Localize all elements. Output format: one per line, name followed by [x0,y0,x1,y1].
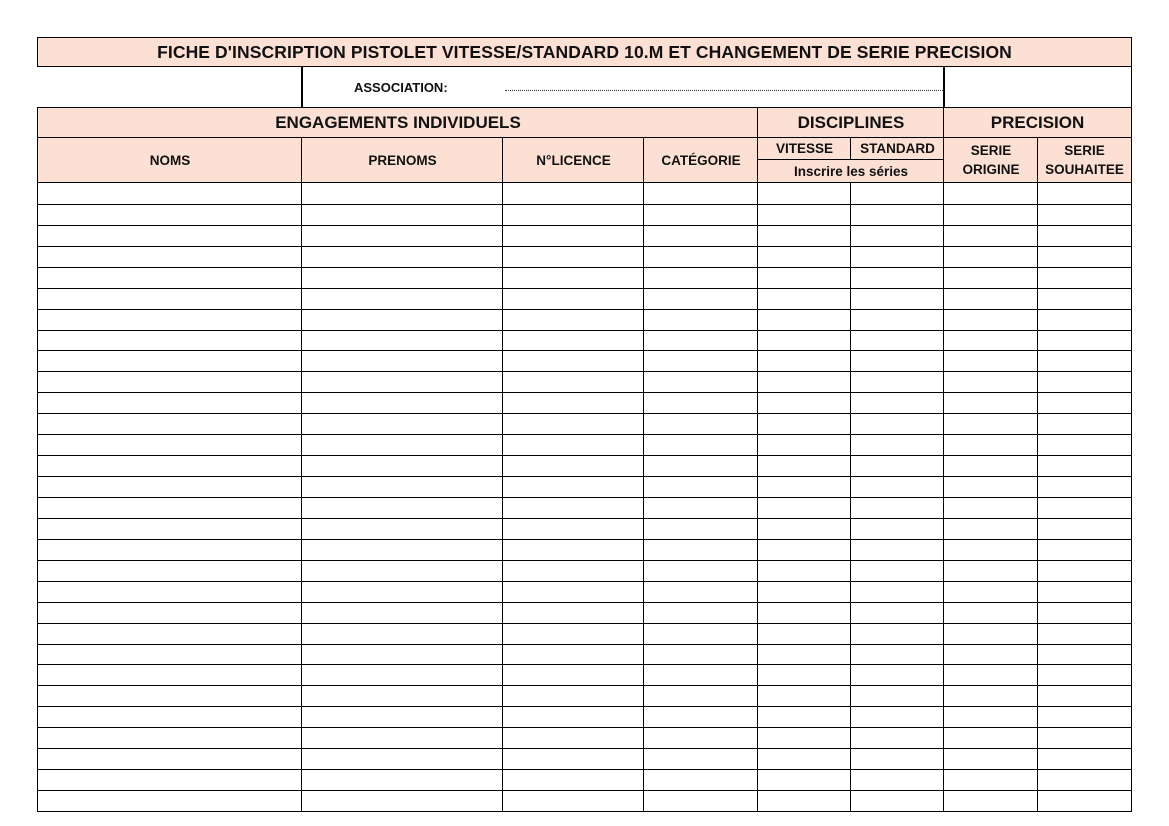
cell-serie-souhaitee[interactable] [1037,685,1132,707]
cell-serie-origine[interactable] [943,497,1038,519]
cell-serie-origine[interactable] [943,267,1038,289]
cell-prenom[interactable] [301,392,503,414]
cell-prenom[interactable] [301,330,503,352]
association-label: ASSOCIATION: [354,79,448,95]
cell-prenom[interactable] [301,539,503,561]
col-inscrire-series: Inscrire les séries [757,159,944,183]
col-serie-origine-line2: ORIGINE [962,162,1020,177]
cell-nom[interactable] [37,497,302,519]
cell-serie-souhaitee[interactable] [1037,183,1132,205]
cell-vitesse[interactable] [757,581,851,603]
cell-serie-souhaitee[interactable] [1037,434,1132,456]
cell-serie-origine[interactable] [943,371,1038,393]
cell-categorie[interactable] [643,392,758,414]
cell-vitesse[interactable] [757,664,851,686]
col-vitesse: VITESSE [757,137,851,160]
cell-vitesse[interactable] [757,455,851,477]
cell-serie-souhaitee[interactable] [1037,602,1132,624]
cell-prenom[interactable] [301,350,503,372]
cell-vitesse[interactable] [757,392,851,414]
cell-serie-souhaitee[interactable] [1037,748,1132,770]
cell-serie-origine[interactable] [943,539,1038,561]
cell-categorie[interactable] [643,183,758,205]
cell-nom[interactable] [37,560,302,582]
cell-vitesse[interactable] [757,183,851,205]
cell-serie-origine[interactable] [943,664,1038,686]
cell-vitesse[interactable] [757,644,851,666]
col-standard: STANDARD [850,137,944,160]
cell-licence[interactable] [502,183,644,205]
cell-vitesse[interactable] [757,623,851,645]
cell-prenom[interactable] [301,225,503,247]
cell-licence[interactable] [502,225,644,247]
cell-prenom[interactable] [301,455,503,477]
cell-licence[interactable] [502,685,644,707]
cell-licence[interactable] [502,288,644,310]
cell-prenom[interactable] [301,748,503,770]
cell-serie-souhaitee[interactable] [1037,539,1132,561]
cell-nom[interactable] [37,644,302,666]
cell-standard[interactable] [850,434,944,456]
cell-vitesse[interactable] [757,476,851,498]
cell-standard[interactable] [850,518,944,540]
cell-nom[interactable] [37,267,302,289]
cell-prenom[interactable] [301,246,503,268]
cell-prenom[interactable] [301,204,503,226]
cell-standard[interactable] [850,727,944,749]
cell-nom[interactable] [37,455,302,477]
cell-prenom[interactable] [301,267,503,289]
cell-standard[interactable] [850,706,944,728]
cell-categorie[interactable] [643,246,758,268]
cell-serie-origine[interactable] [943,706,1038,728]
cell-serie-origine[interactable] [943,560,1038,582]
cell-licence[interactable] [502,330,644,352]
col-serie-souhaitee-line2: SOUHAITEE [1045,162,1124,177]
cell-vitesse[interactable] [757,769,851,791]
cell-licence[interactable] [502,455,644,477]
cell-vitesse[interactable] [757,413,851,435]
cell-categorie[interactable] [643,434,758,456]
cell-serie-souhaitee[interactable] [1037,330,1132,352]
cell-licence[interactable] [502,539,644,561]
cell-serie-origine[interactable] [943,246,1038,268]
cell-nom[interactable] [37,371,302,393]
cell-vitesse[interactable] [757,309,851,331]
col-noms: NOMS [37,137,302,183]
cell-vitesse[interactable] [757,497,851,519]
cell-licence[interactable] [502,434,644,456]
cell-vitesse[interactable] [757,685,851,707]
cell-categorie[interactable] [643,644,758,666]
cell-prenom[interactable] [301,706,503,728]
cell-vitesse[interactable] [757,727,851,749]
cell-licence[interactable] [502,350,644,372]
engagements-header: ENGAGEMENTS INDIVIDUELS [37,107,758,138]
cell-standard[interactable] [850,476,944,498]
cell-nom[interactable] [37,664,302,686]
col-licence: N°LICENCE [502,137,644,183]
cell-serie-origine[interactable] [943,392,1038,414]
cell-licence[interactable] [502,497,644,519]
cell-nom[interactable] [37,727,302,749]
cell-categorie[interactable] [643,267,758,289]
cell-vitesse[interactable] [757,790,851,812]
cell-standard[interactable] [850,246,944,268]
cell-serie-souhaitee[interactable] [1037,309,1132,331]
cell-categorie[interactable] [643,790,758,812]
precision-header: PRECISION [943,107,1132,138]
cell-vitesse[interactable] [757,434,851,456]
cell-licence[interactable] [502,246,644,268]
cell-vitesse[interactable] [757,518,851,540]
cell-vitesse[interactable] [757,602,851,624]
cell-licence[interactable] [502,518,644,540]
cell-licence[interactable] [502,706,644,728]
cell-categorie[interactable] [643,330,758,352]
cell-prenom[interactable] [301,288,503,310]
cell-serie-souhaitee[interactable] [1037,727,1132,749]
cell-standard[interactable] [850,309,944,331]
cell-serie-souhaitee[interactable] [1037,225,1132,247]
cell-prenom[interactable] [301,685,503,707]
cell-prenom[interactable] [301,497,503,519]
cell-vitesse[interactable] [757,288,851,310]
cell-licence[interactable] [502,309,644,331]
cell-prenom[interactable] [301,476,503,498]
cell-licence[interactable] [502,748,644,770]
cell-categorie[interactable] [643,685,758,707]
cell-nom[interactable] [37,581,302,603]
cell-serie-souhaitee[interactable] [1037,371,1132,393]
cell-prenom[interactable] [301,371,503,393]
cell-prenom[interactable] [301,518,503,540]
form-title: FICHE D'INSCRIPTION PISTOLET VITESSE/STANDARD 10.M ET CHANGEMENT DE SERIE PRECISION [37,37,1132,67]
cell-licence[interactable] [502,267,644,289]
col-serie-origine-line1: SERIE [970,143,1012,158]
col-serie-souhaitee-line1: SERIE [1064,143,1105,158]
cell-categorie[interactable] [643,769,758,791]
cell-nom[interactable] [37,225,302,247]
cell-categorie[interactable] [643,288,758,310]
cell-prenom[interactable] [301,602,503,624]
cell-categorie[interactable] [643,539,758,561]
cell-licence[interactable] [502,560,644,582]
cell-serie-origine[interactable] [943,413,1038,435]
cell-serie-origine[interactable] [943,602,1038,624]
cell-standard[interactable] [850,204,944,226]
cell-categorie[interactable] [643,476,758,498]
cell-nom[interactable] [37,434,302,456]
cell-serie-souhaitee[interactable] [1037,581,1132,603]
cell-licence[interactable] [502,476,644,498]
cell-nom[interactable] [37,309,302,331]
cell-categorie[interactable] [643,706,758,728]
cell-categorie[interactable] [643,748,758,770]
cell-prenom[interactable] [301,413,503,435]
col-prenoms: PRENOMS [301,137,503,183]
cell-prenom[interactable] [301,560,503,582]
cell-serie-souhaitee[interactable] [1037,476,1132,498]
cell-nom[interactable] [37,288,302,310]
cell-standard[interactable] [850,392,944,414]
cell-standard[interactable] [850,371,944,393]
cell-serie-origine[interactable] [943,350,1038,372]
cell-standard[interactable] [850,330,944,352]
cell-nom[interactable] [37,330,302,352]
cell-vitesse[interactable] [757,204,851,226]
cell-vitesse[interactable] [757,350,851,372]
cell-standard[interactable] [850,623,944,645]
cell-categorie[interactable] [643,518,758,540]
cell-licence[interactable] [502,371,644,393]
cell-serie-origine[interactable] [943,455,1038,477]
cell-serie-souhaitee[interactable] [1037,350,1132,372]
cell-prenom[interactable] [301,623,503,645]
cell-categorie[interactable] [643,664,758,686]
cell-vitesse[interactable] [757,748,851,770]
cell-licence[interactable] [502,727,644,749]
cell-vitesse[interactable] [757,225,851,247]
cell-categorie[interactable] [643,204,758,226]
cell-serie-souhaitee[interactable] [1037,204,1132,226]
cell-standard[interactable] [850,664,944,686]
cell-categorie[interactable] [643,602,758,624]
disciplines-header: DISCIPLINES [757,107,944,138]
cell-serie-origine[interactable] [943,204,1038,226]
cell-nom[interactable] [37,413,302,435]
cell-standard[interactable] [850,560,944,582]
cell-serie-origine[interactable] [943,288,1038,310]
cell-licence[interactable] [502,392,644,414]
cell-nom[interactable] [37,518,302,540]
cell-serie-souhaitee[interactable] [1037,246,1132,268]
cell-standard[interactable] [850,748,944,770]
cell-serie-souhaitee[interactable] [1037,413,1132,435]
cell-prenom[interactable] [301,790,503,812]
cell-licence[interactable] [502,644,644,666]
cell-standard[interactable] [850,288,944,310]
cell-vitesse[interactable] [757,539,851,561]
cell-categorie[interactable] [643,623,758,645]
cell-vitesse[interactable] [757,246,851,268]
cell-serie-origine[interactable] [943,769,1038,791]
cell-nom[interactable] [37,539,302,561]
cell-standard[interactable] [850,602,944,624]
cell-standard[interactable] [850,539,944,561]
cell-standard[interactable] [850,497,944,519]
cell-categorie[interactable] [643,309,758,331]
cell-nom[interactable] [37,769,302,791]
cell-serie-origine[interactable] [943,685,1038,707]
cell-vitesse[interactable] [757,371,851,393]
cell-nom[interactable] [37,623,302,645]
cell-licence[interactable] [502,413,644,435]
cell-serie-souhaitee[interactable] [1037,769,1132,791]
cell-prenom[interactable] [301,183,503,205]
cell-categorie[interactable] [643,560,758,582]
cell-licence[interactable] [502,581,644,603]
cell-prenom[interactable] [301,644,503,666]
col-categorie: CATÉGORIE [643,137,758,183]
cell-serie-souhaitee[interactable] [1037,644,1132,666]
cell-serie-origine[interactable] [943,434,1038,456]
cell-licence[interactable] [502,769,644,791]
cell-serie-souhaitee[interactable] [1037,267,1132,289]
cell-categorie[interactable] [643,350,758,372]
cell-nom[interactable] [37,685,302,707]
cell-standard[interactable] [850,769,944,791]
cell-standard[interactable] [850,455,944,477]
cell-standard[interactable] [850,413,944,435]
cell-serie-origine[interactable] [943,183,1038,205]
cell-serie-origine[interactable] [943,623,1038,645]
cell-serie-souhaitee[interactable] [1037,455,1132,477]
cell-categorie[interactable] [643,413,758,435]
cell-serie-origine[interactable] [943,581,1038,603]
cell-nom[interactable] [37,246,302,268]
cell-serie-origine[interactable] [943,748,1038,770]
cell-serie-souhaitee[interactable] [1037,623,1132,645]
cell-serie-souhaitee[interactable] [1037,706,1132,728]
cell-categorie[interactable] [643,455,758,477]
cell-nom[interactable] [37,476,302,498]
cell-vitesse[interactable] [757,330,851,352]
cell-serie-souhaitee[interactable] [1037,664,1132,686]
cell-serie-origine[interactable] [943,309,1038,331]
cell-standard[interactable] [850,644,944,666]
cell-nom[interactable] [37,392,302,414]
cell-categorie[interactable] [643,497,758,519]
cell-vitesse[interactable] [757,560,851,582]
cell-serie-souhaitee[interactable] [1037,288,1132,310]
cell-serie-origine[interactable] [943,225,1038,247]
cell-prenom[interactable] [301,727,503,749]
cell-standard[interactable] [850,685,944,707]
cell-serie-origine[interactable] [943,476,1038,498]
cell-serie-souhaitee[interactable] [1037,497,1132,519]
cell-serie-origine[interactable] [943,518,1038,540]
cell-standard[interactable] [850,267,944,289]
cell-standard[interactable] [850,225,944,247]
cell-vitesse[interactable] [757,267,851,289]
cell-licence[interactable] [502,790,644,812]
cell-serie-souhaitee[interactable] [1037,392,1132,414]
cell-nom[interactable] [37,350,302,372]
cell-categorie[interactable] [643,727,758,749]
cell-categorie[interactable] [643,225,758,247]
cell-serie-origine[interactable] [943,727,1038,749]
cell-serie-souhaitee[interactable] [1037,518,1132,540]
cell-prenom[interactable] [301,434,503,456]
cell-categorie[interactable] [643,581,758,603]
cell-nom[interactable] [37,602,302,624]
cell-serie-souhaitee[interactable] [1037,560,1132,582]
cell-prenom[interactable] [301,309,503,331]
cell-serie-origine[interactable] [943,644,1038,666]
cell-nom[interactable] [37,748,302,770]
cell-licence[interactable] [502,623,644,645]
cell-licence[interactable] [502,664,644,686]
cell-prenom[interactable] [301,769,503,791]
cell-prenom[interactable] [301,664,503,686]
cell-standard[interactable] [850,581,944,603]
cell-nom[interactable] [37,204,302,226]
cell-standard[interactable] [850,790,944,812]
cell-serie-origine[interactable] [943,330,1038,352]
cell-standard[interactable] [850,183,944,205]
cell-licence[interactable] [502,602,644,624]
cell-serie-souhaitee[interactable] [1037,790,1132,812]
cell-nom[interactable] [37,706,302,728]
cell-standard[interactable] [850,350,944,372]
cell-categorie[interactable] [643,371,758,393]
cell-vitesse[interactable] [757,706,851,728]
cell-nom[interactable] [37,790,302,812]
cell-nom[interactable] [37,183,302,205]
cell-serie-origine[interactable] [943,790,1038,812]
cell-prenom[interactable] [301,581,503,603]
cell-licence[interactable] [502,204,644,226]
